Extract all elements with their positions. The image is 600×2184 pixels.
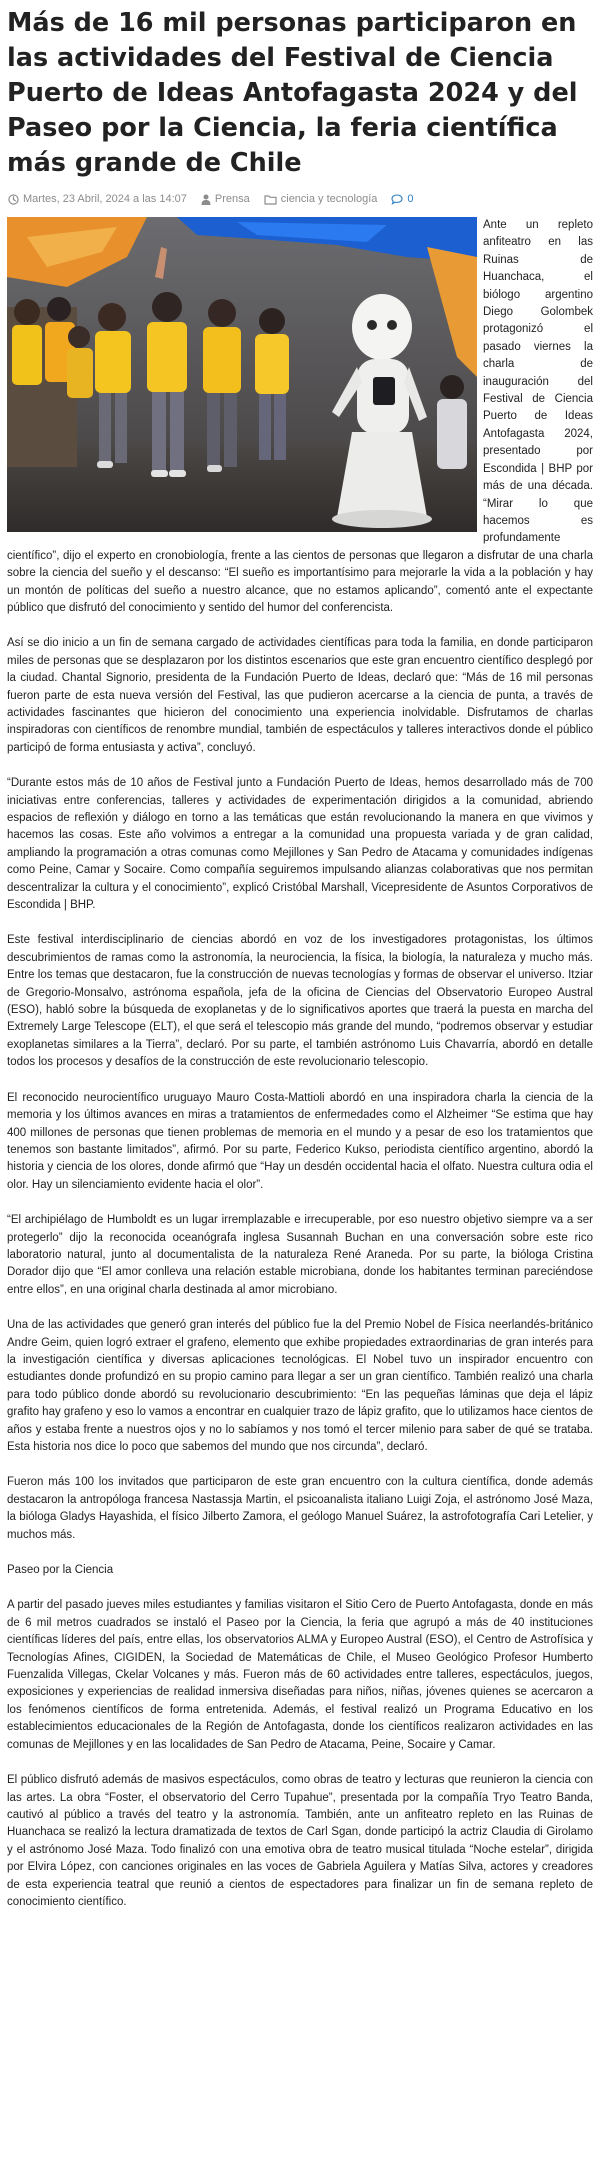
article-paragraph: Una de las actividades que generó gran interés del público fue la del Premio Nobel de Física neerlandés-británico Andre Geim, quien logró extraer el grafeno, elemento que exhibe propiedades extraordinarias de gran interés para la investigación científica y diversas aplicaciones tecnológicas. El Nobel tuvo un inspirador encuentro con estudiantes donde profundizó en su propio camino para llegar a ser un gran científico. También realizó una charla para todo público donde abordó su revolucionario descubrimiento: “En las pequeñas láminas que deja el lápiz grafito hay grafeno y eso lo vamos a encontrar en cualquier trazo de lápiz grafito, que lo utilizamos hace cientos de años y estaba frente a nuestros ojos y no lo sabíamos y nos tomó el tercer milenio para saber de qué se trataba. Esta historia nos dice lo poco que sabemos del mundo que nos circunda”, declaró. [7,1319,593,1453]
folder-icon [264,194,277,205]
section-paragraph: A partir del pasado jueves miles estudiantes y familias visitaron el Sitio Cero de Puerto Antofagasta, donde en más de 6 mil metros cuadrados se instaló el Paseo por la Ciencia, la feria que agrupó a más de 40 instituciones científicas líderes del país, entre ellas, los observatorios ALMA y Europeo Austral (ESO), el Centro de Astrofísica y Tecnologías Afines, CIGIDEN, la Sociedad de Matemáticas de Chile, el Museo Geológico Profesor Humberto Fuenzalida Villegas, Ckelar Volcanes y más. Fueron más de 60 actividades entre talleres, espectáculos, juegos, exposiciones y experiencias de realidad inmersiva diseñadas para niños, niñas, jóvenes quienes se acercaron a los fenómenos científicos de forma entretenida. Además, el festival realizó un Programa Educativo en los establecimientos educacionales de la Región de Antofagasta, donde los científicos realizaron actividades en las comunas de Mejillones y en las localidades de San Pedro de Atacama, Peine, Socaire y Camar. [7,1599,593,1751]
article-paragraph: “Durante estos más de 10 años de Festival junto a Fundación Puerto de Ideas, hemos desarrollado más de 700 iniciativas entre conferencias, talleres y actividades de experimentación dirigidos a la comunidad, abriendo espacios de reflexión y diálogo en torno a las temáticas que están revolucionando la manera en que vivimos y hacemos las cosas. Este año volvimos a entregar a la comunidad una propuesta variada y de gran calidad, ampliando la programación a otras comunas como Mejillones y San Pedro de Atacama y comunidades indígenas como Peine, Camar y Socaire. Como compañía seguiremos impulsando alianzas colaborativas que nos permitan descentralizar la cultura y el conocimiento”, explicó Cristóbal Marshall, Vicepresidente de Asuntos Corporativos de Escondida | BHP. [7,777,593,912]
article-title: Más de 16 mil personas participaron en las actividades del Festival de Ciencia Puerto de Ideas Antofagasta 2024 y del Paseo por la Ciencia, la feria científica más grande de Chile [7,8,578,178]
article-paragraph: Este festival interdisciplinario de ciencias abordó en voz de los investigadores protagonistas, los últimos descubrimientos de ramas como la astronomía, la neurociencia, la física, la biología, la naturaleza y mucho más. Entre los temas que destacaron, fue la construcción de nuevas tecnologías y formas de observar el universo. Itziar de Gregorio-Monsalvo, astrónoma española, jefa de la oficina de Ciencias del Observatorio Europeo Austral (ESO), habló sobre la búsqueda de exoplanetas y de lo significativos aportes que traerá la puesta en marcha del Extremely Large Telescope (ELT), el que será el telescopio más grande del mundo, “podremos observar y estudiar exoplanetas similares a la Tierra”, declaró. Por su parte, el también astrónomo Luis Chavarría, abordó en detalle todos los procesos y desafíos de la construcción de este revolucionario telescopio. [7,934,593,1069]
article-paragraph: Así se dio inicio a un fin de semana cargado de actividades científicas para toda la familia, en donde participaron miles de personas que se desplazaron por los distintos escenarios que este gran encuentro científico desplegó por la ciudad. Chantal Signorio, presidenta de la Fundación Puerto de Ideas, declaró que: “Más de 16 mil personas fueron parte de esta nueva versión del Festival, las que pudieron acercarse a la ciencia de punta, a través de actividades fascinantes que hicieron del conocimiento una experiencia inolvidable. Disfrutamos de charlas inspiradoras con científicos de renombre mundial, también de espectáculos y talleres interactivos donde el público participó de forma entusiasta y activa”, concluyó. [7,637,593,754]
meta-date [8,193,187,205]
category-link[interactable]: ciencia y tecnología [280,193,378,205]
author-link[interactable]: Prensa [214,193,250,205]
section-paragraph: El público disfrutó además de masivos espectáculos, como obras de teatro y lecturas que reunieron la ciencia con las artes. La obra “Foster, el observatorio del Cerro Tupahue”, presentada por la compañía Tryo Teatro Banda, cautivó al público a través del teatro y la astronomía. También, ante un anfiteatro repleto en las Ruinas de Huanchaca se realizó la lectura dramatizada de textos de Carl Sgan, donde participó la actriz Claudia di Girolamo y el astrónomo José Maza. Todo finalizó con una emotiva obra de teatro musical titulada “Noche estelar”, dirigida por Elvira López, con canciones originales en las voces de Gabriela Aguilera y Matías Silva, actores y creadores de esta experiencia teatral que reunió a cientos de espectadores para finalizar un fin de semana repleto de conocimiento científico. [7,1774,593,1908]
section-title: Paseo por la Ciencia [7,1564,114,1577]
meta-author[interactable] [201,193,250,205]
date-text: Martes, 23 Abril, 2024 a las 14:07 [23,193,187,205]
clock-icon [8,194,19,205]
photo-icon [7,217,477,532]
article-paragraph: Ante un repleto anfiteatro en las Ruinas de Huanchaca, el biólogo argentino Diego Golombek protagonizó el pasado viernes la charla de inauguración del Festival de Ciencia Puerto de Ideas Antofagasta 2024, presentado por Escondida | BHP por más de una década. “Mirar lo que hacemos es profundamente científico”, dijo el experto en cronobiología, frente a las cientos de personas que llegaron a disfrutar de una charla sobre la ciencia del sueño y el descanso: “El sueño es importantísimo para mejorarle la vida a la población y hay un montón de políticas del sueño a nuestro alcance, que no estamos aplicando”, comentó ante el expectante público que disfrutó del conocimiento y sentido del humor del conferencista. [7,219,593,614]
meta-category[interactable] [264,193,378,205]
article-meta [8,193,593,205]
article-body [7,217,593,1911]
comments-count-link[interactable]: 0 [407,193,414,205]
user-icon [201,194,211,205]
article-paragraph: “El archipiélago de Humboldt es un lugar irremplazable e irrecuperable, por eso nuestro objetivo siempre va a ser protegerlo” dijo la reconocida oceanógrafa inglesa Susannah Buchan en una conversación sobre este rico laboratorio natural, junto al documentalista de la naturaleza René Araneda. Por su parte, la bióloga Cristina Dorador dijo que “El amor conlleva una relación estable microbiana, donde los habitantes terminan pareciéndose entre ellos”, en una original charla destinada al amor microbiano. [7,1214,593,1296]
article-photo [7,217,477,532]
article-paragraph: El reconocido neurocientífico uruguayo Mauro Costa-Mattioli abordó en una inspiradora charla la ciencia de la memoria y los últimos avances en miras a tratamientos de enfermedades como el Alzheimer “Se estima que hay 400 millones de personas que tienen problemas de memoria en el mundo y a pesar de eso los tratamientos que tenemos son bastante limitados”, afirmó. Por su parte, Federico Kukso, periodista científico argentino, abordó la historia y ciencia de los olores, donde afirmó que “Hay un desdén occidental hacia el olfato. Nuestra cultura odia el olor. Hay un silenciamiento evidente hacia el olor”. [7,1091,593,1191]
article-paragraph: Fueron más 100 los invitados que participaron de este gran encuentro con la cultura científica, donde además destacaron la antropóloga francesa Nastassja Martin, el psicoanalista italiano Luigi Zoja, el astrónomo José Maza, la bióloga Gladys Hayashida, el físico Jilberto Zamora, el geólogo Manuel Suárez, la astrofotografía Cari Letelier, y muchos más. [7,1476,593,1541]
comment-icon [391,194,403,205]
meta-comments[interactable] [391,193,413,205]
